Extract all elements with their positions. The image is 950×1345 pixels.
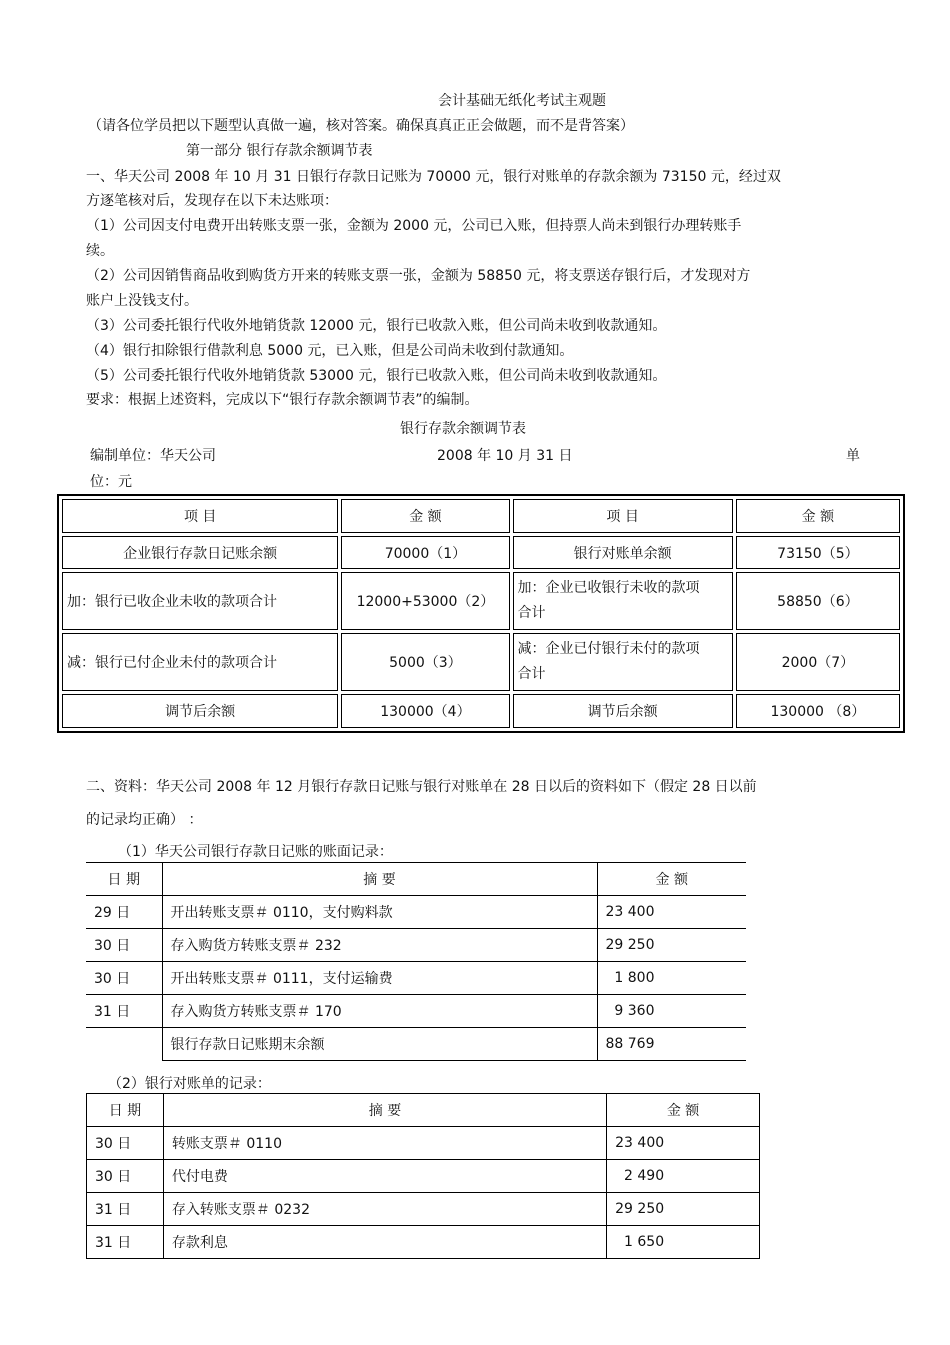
ledger2-amount: 23 400: [607, 1127, 760, 1160]
ledger1-header-cell: 日 期: [86, 863, 162, 896]
recon-cell: 2000（7）: [736, 633, 900, 691]
recon-unit-label2: 位：元: [90, 474, 132, 490]
recon-cell: 5000（3）: [341, 633, 509, 691]
recon-header-row: [62, 499, 900, 533]
ledger2-amount: 2 490: [607, 1160, 760, 1193]
recon-cell: 企业银行存款日记账余额: [62, 536, 338, 569]
ledger2-desc: 转账支票＃ 0110: [163, 1127, 606, 1160]
ledger1-desc: 存入购货方转账支票＃ 232: [162, 929, 597, 962]
recon-cell: 12000+53000（2）: [341, 572, 509, 630]
recon-cell: 130000 （8）: [736, 694, 900, 728]
recon-cell: 130000（4）: [341, 694, 509, 728]
recon-cell: 58850（6）: [736, 572, 900, 630]
ledger1-desc: 存入购货方转账支票＃ 170: [162, 995, 597, 1028]
q2-sub1: （1）华天公司银行存款日记账的账面记录：: [118, 844, 393, 860]
recon-cell: 73150（5）: [736, 536, 900, 569]
q1-item1-line1: （1）公司因支付电费开出转账支票一张，金额为 2000 元，公司已入账，但持票人尚未到银行办理转账手: [86, 218, 742, 234]
q2-intro-line2: 的记录均正确） ：: [86, 812, 203, 828]
q2-intro-line1: 二、资料：华天公司 2008 年 12 月银行存款日记账与银行对账单在 28 日以后的资料如下（假定 28 日以前: [86, 779, 757, 795]
ledger1-date: 29 日: [86, 896, 162, 929]
table-row: [86, 1028, 746, 1061]
table-row: [87, 1127, 760, 1160]
ledger2-date: 31 日: [87, 1226, 164, 1259]
q1-requirement: 要求：根据上述资料，完成以下“银行存款余额调节表”的编制。: [86, 392, 479, 408]
recon-unit-org: 编制单位：华天公司: [90, 448, 216, 464]
recon-header-cell: 项 目: [62, 499, 338, 533]
ledger1-date: [86, 1028, 162, 1061]
ledger1-header-row: [86, 863, 746, 896]
ledger2-amount: 29 250: [607, 1193, 760, 1226]
recon-cell: 加：银行已收企业未收的款项合计: [62, 572, 338, 630]
ledger2-desc: 存款利息: [163, 1226, 606, 1259]
recon-title: 银行存款余额调节表: [400, 421, 526, 437]
q2-sub2: （2）银行对账单的记录：: [108, 1076, 271, 1092]
ledger2-amount: 1 650: [607, 1226, 760, 1259]
page-subtitle: （请各位学员把以下题型认真做一遍，核对答案。确保真真正正会做题，而不是背答案）: [88, 118, 634, 134]
recon-cell: 减：银行已付企业未付的款项合计: [62, 633, 338, 691]
page-title: 会计基础无纸化考试主观题: [438, 93, 606, 109]
recon-unit-label: 单: [846, 448, 860, 464]
ledger-table-1: [86, 862, 746, 1061]
q1-item1-line2: 续。: [86, 243, 114, 259]
table-row: [86, 995, 746, 1028]
q1-item3: （3）公司委托银行代收外地销货款 12000 元，银行已收款入账，但公司尚未收到收款通知。: [86, 318, 667, 334]
table-row: [87, 1160, 760, 1193]
ledger1-amount: 88 769: [597, 1028, 746, 1061]
ledger1-header-cell: 摘 要: [162, 863, 597, 896]
ledger1-amount: 23 400: [597, 896, 746, 929]
ledger1-amount: 9 360: [597, 995, 746, 1028]
ledger1-desc: 开出转账支票＃ 0111，支付运输费: [162, 962, 597, 995]
q1-item2-line2: 账户上没钱支付。: [86, 293, 198, 309]
table-row: [86, 929, 746, 962]
ledger1-date: 31 日: [86, 995, 162, 1028]
ledger2-header-cell: 金 额: [607, 1094, 760, 1127]
q1-item5: （5）公司委托银行代收外地销货款 53000 元，银行已收款入账，但公司尚未收到收款通知。: [86, 368, 667, 384]
recon-cell: 银行对账单余额: [513, 536, 733, 569]
ledger1-date: 30 日: [86, 929, 162, 962]
recon-cell: 调节后余额: [62, 694, 338, 728]
ledger1-amount: 29 250: [597, 929, 746, 962]
q1-item4: （4）银行扣除银行借款利息 5000 元，已入账，但是公司尚未收到付款通知。: [86, 343, 574, 359]
ledger2-header-cell: 摘 要: [163, 1094, 606, 1127]
ledger1-header-cell: 金 额: [597, 863, 746, 896]
ledger2-date: 30 日: [87, 1160, 164, 1193]
recon-header-cell: 金 额: [341, 499, 509, 533]
q1-intro-line1: 一、华天公司 2008 年 10 月 31 日银行存款日记账为 70000 元，银行对账单的存款余额为 73150 元，经过双: [86, 169, 781, 185]
q1-item2-line1: （2）公司因销售商品收到购货方开来的转账支票一张，金额为 58850 元，将支票送存银行后，才发现对方: [86, 268, 751, 284]
recon-row: [62, 633, 900, 691]
recon-cell: 70000（1）: [341, 536, 509, 569]
ledger2-header-row: [87, 1094, 760, 1127]
ledger1-date: 30 日: [86, 962, 162, 995]
ledger2-header-cell: 日 期: [87, 1094, 164, 1127]
table-row: [87, 1193, 760, 1226]
table-row: [86, 962, 746, 995]
ledger2-date: 30 日: [87, 1127, 164, 1160]
table-row: [87, 1226, 760, 1259]
recon-cell: 调节后余额: [513, 694, 733, 728]
ledger1-desc: 银行存款日记账期末余额: [162, 1028, 597, 1061]
ledger2-desc: 代付电费: [163, 1160, 606, 1193]
recon-cell: 减：企业已付银行未付的款项合计: [513, 633, 733, 691]
table-row: [86, 896, 746, 929]
reconciliation-table: [57, 494, 905, 733]
q1-intro-line2: 方逐笔核对后，发现存在以下未达账项：: [86, 193, 338, 209]
recon-date: 2008 年 10 月 31 日: [437, 448, 573, 464]
ledger1-amount: 1 800: [597, 962, 746, 995]
ledger2-date: 31 日: [87, 1193, 164, 1226]
recon-row: [62, 572, 900, 630]
part-heading: 第一部分 银行存款余额调节表: [186, 143, 373, 159]
ledger2-desc: 存入转账支票＃ 0232: [163, 1193, 606, 1226]
ledger-table-2: [86, 1093, 760, 1259]
ledger1-desc: 开出转账支票＃ 0110，支付购料款: [162, 896, 597, 929]
recon-row: [62, 536, 900, 569]
recon-row: [62, 694, 900, 728]
recon-header-cell: 金 额: [736, 499, 900, 533]
recon-header-cell: 项 目: [513, 499, 733, 533]
recon-cell: 加：企业已收银行未收的款项合计: [513, 572, 733, 630]
